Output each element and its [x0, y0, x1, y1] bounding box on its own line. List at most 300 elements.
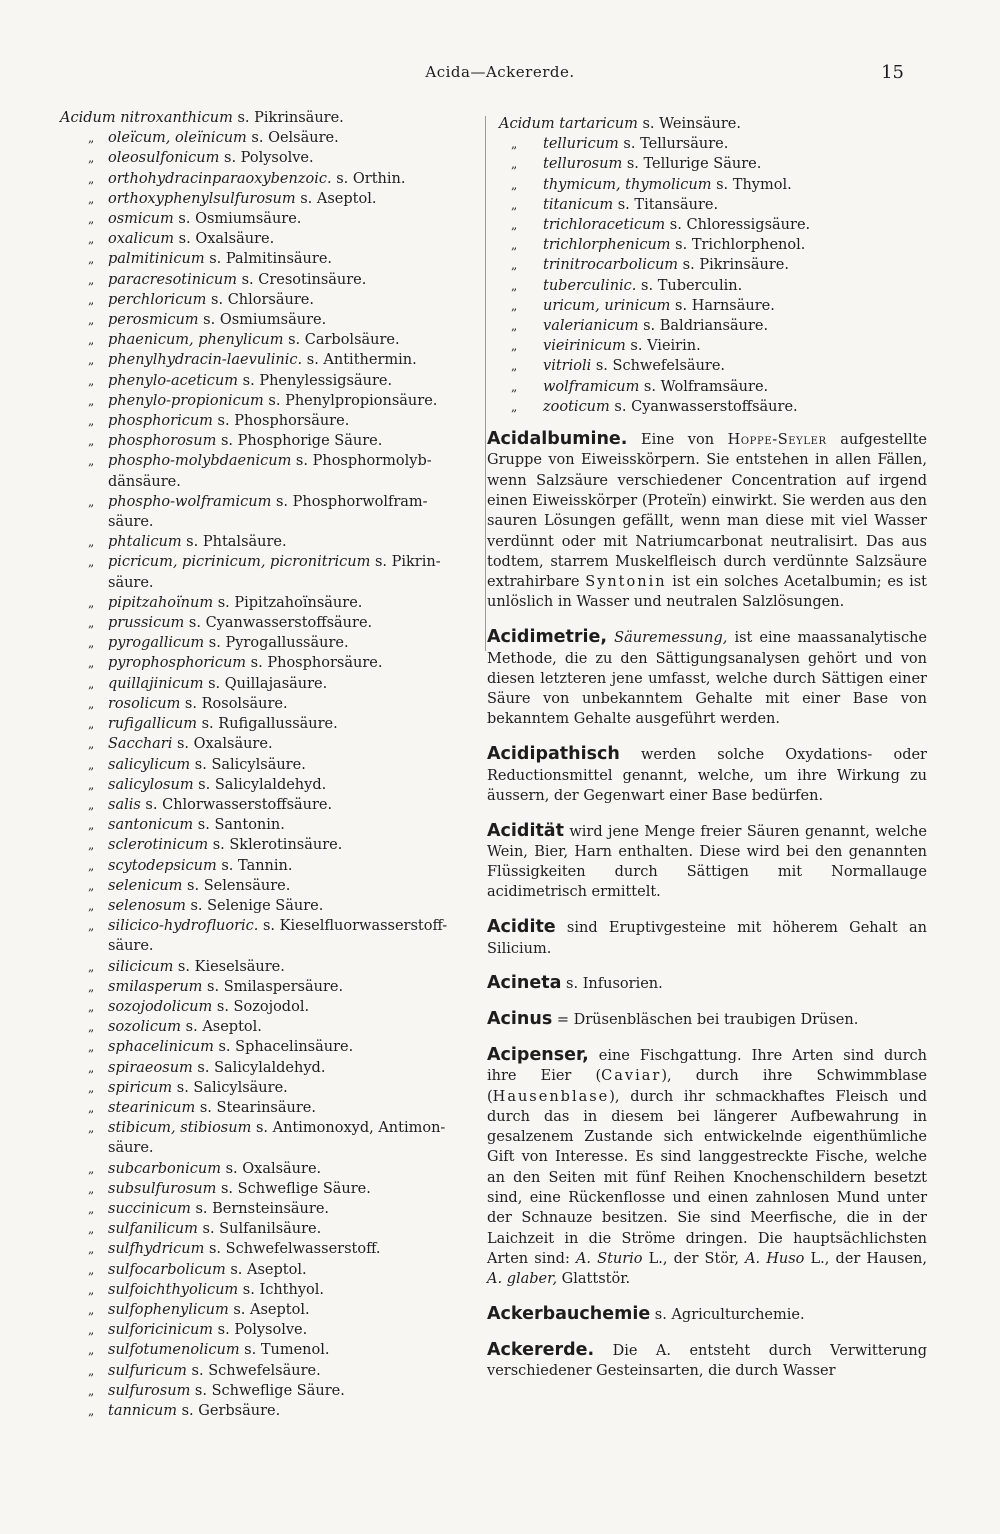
ditto-mark: „ — [511, 399, 518, 414]
entry-sep: s. — [228, 1301, 251, 1318]
list-item — [60, 1260, 490, 1280]
entry-sep: s. — [251, 1120, 273, 1137]
ditto-mark: „ — [88, 1201, 95, 1216]
entry-term: oxalicum — [108, 231, 175, 248]
entry-term: spiraeosum — [108, 1059, 193, 1076]
ditto-mark: „ — [511, 258, 518, 273]
list-item — [60, 290, 490, 310]
entry-ref: Trichlorphenol. — [691, 237, 806, 254]
entry-term: stibicum, stibiosum — [108, 1120, 252, 1137]
ditto-mark: „ — [88, 1060, 95, 1075]
entry-term: quillajinicum — [108, 675, 204, 692]
entry-term: smilasperum — [108, 978, 203, 995]
entry-ref: Titansäure. — [634, 196, 719, 213]
entry-term: oleosulfonicum — [108, 150, 220, 167]
article-acidipathisch — [487, 744, 927, 806]
entry-ref: Salicylaldehyd. — [214, 1059, 326, 1076]
entry-sep: s. — [184, 615, 206, 632]
ditto-mark: „ — [88, 959, 95, 974]
entry-term: zooticum — [543, 398, 610, 415]
entry-term: oleïcum, oleïnicum — [108, 130, 247, 147]
entry-term: sphacelinicum — [108, 1039, 214, 1056]
entry-term: scytodepsicum — [108, 857, 217, 874]
entry-ref: Kieselfluorwasserstoff- — [279, 918, 448, 935]
entry-ref: Antimonoxyd, Antimon- — [272, 1120, 446, 1137]
entry-sep: s. — [213, 1039, 236, 1056]
entry-ref: Thymol. — [732, 176, 792, 193]
list-item — [487, 134, 927, 154]
entry-ref: Phenylessigsäure. — [259, 372, 393, 389]
entry-sep: s. — [203, 675, 225, 692]
list-item — [487, 154, 927, 174]
entry-term: vitrioli — [543, 358, 592, 375]
entry-ref: Salicylsäure. — [211, 756, 306, 773]
entry-sep: s. — [246, 130, 269, 147]
list-item — [60, 229, 490, 249]
list-item — [60, 270, 490, 290]
entry-sep: s. — [185, 897, 208, 914]
entry-sep: s. — [190, 756, 212, 773]
entry-term: sulforicinicum — [108, 1322, 214, 1339]
entry-sep: s. — [206, 291, 228, 308]
entry-sep: s. — [213, 1322, 235, 1339]
entry-ref: Phosphorige Säure. — [237, 433, 383, 450]
ditto-mark: „ — [88, 858, 95, 873]
ditto-mark: „ — [88, 1343, 95, 1358]
entry-term: phtalicum — [108, 534, 182, 551]
headword: Acinus — [487, 1009, 553, 1030]
entry-ref: Weinsäure. — [659, 116, 741, 132]
article-text: ), durch ihre Schwimmblase ( — [487, 1068, 927, 1105]
entry-sep: s. — [219, 150, 241, 167]
entry-ref: Schwefelsäure. — [612, 358, 726, 375]
entry-term: sulfanilicum — [108, 1221, 198, 1238]
ditto-mark: „ — [88, 292, 95, 307]
entry-sep: s. — [239, 1342, 261, 1359]
entry-term: uricum, urinicum — [543, 297, 671, 314]
entry-ref: Selensäure. — [203, 877, 291, 894]
entry-term: sozojodolicum — [108, 998, 213, 1015]
entry-ref: Vieirin. — [647, 338, 701, 355]
entry-ref: Smilaspersäure. — [223, 978, 344, 995]
list-item — [487, 255, 927, 275]
ditto-mark: „ — [88, 999, 95, 1014]
headword: Acidalbumine. — [487, 429, 628, 450]
entry-sep: s. — [618, 136, 641, 153]
entry-ref: Osmiumsäure. — [195, 211, 302, 228]
article-acidimetrie — [487, 627, 927, 729]
entry-ref: Kieselsäure. — [194, 958, 285, 975]
entry-ref: Chlorsäure. — [227, 291, 314, 308]
list-item — [60, 1381, 490, 1401]
headword: Acidität — [487, 820, 564, 841]
list-item — [60, 714, 490, 734]
list-item — [60, 411, 490, 431]
left-column — [60, 108, 490, 1421]
ditto-mark: „ — [88, 171, 95, 186]
entry-ref: Schweflige Säure. — [211, 1382, 345, 1399]
entry-ref: Stearinsäure. — [216, 1099, 316, 1116]
running-head: Acida—Ackererde. — [425, 63, 575, 81]
entry-continuation: säure. — [108, 938, 154, 955]
list-item — [60, 755, 490, 775]
entry-sep: s. — [613, 196, 635, 213]
ditto-mark: „ — [88, 313, 95, 328]
article-acipenser — [487, 1045, 927, 1290]
entry-sep: s. — [670, 237, 692, 254]
entry-term: sulfotumenolicum — [108, 1342, 240, 1359]
entry-term: Acidum tartaricum — [499, 116, 638, 132]
entry-sep: s. — [636, 277, 658, 294]
entry-term: subcarbonicum — [108, 1160, 221, 1177]
ditto-mark: „ — [511, 218, 518, 233]
list-item — [60, 128, 490, 148]
list-item — [60, 350, 490, 370]
entry-sep: s. — [177, 1403, 199, 1419]
entry-sep: s. — [198, 312, 220, 329]
entry-term: trichlorphenicum — [543, 237, 671, 254]
entry-sep: s. — [263, 392, 286, 409]
entry-ref: Sozojodol. — [233, 998, 310, 1015]
headword: Acineta — [487, 973, 562, 994]
list-item — [60, 876, 490, 896]
ditto-mark: „ — [88, 757, 95, 772]
entry-sep: s. — [295, 190, 317, 207]
entry-sep: s. — [193, 776, 215, 793]
list-item — [60, 795, 490, 815]
entry-ref: Salicylaldehyd. — [214, 776, 327, 793]
entry-sep: s. — [204, 251, 226, 268]
entry-sep: s. — [638, 318, 660, 335]
entry-ref: Oelsäure. — [268, 130, 339, 147]
entry-sep: s. — [283, 332, 305, 349]
list-item — [487, 195, 927, 215]
entry-sep: s. — [213, 594, 235, 611]
list-item — [60, 613, 490, 633]
ditto-mark: „ — [88, 1100, 95, 1115]
article-text: Glattstör. — [557, 1271, 631, 1288]
entry-sep: s. — [591, 358, 613, 375]
entry-sep: s. — [609, 398, 632, 415]
list-item — [60, 1078, 490, 1098]
entry-sep: s. — [639, 378, 661, 395]
ditto-mark: „ — [88, 898, 95, 913]
list-item — [487, 175, 927, 195]
ditto-mark: „ — [511, 278, 518, 293]
headword: Acidimetrie, — [487, 627, 608, 648]
entry-sep: s. — [220, 1160, 243, 1177]
article-aciditaet — [487, 821, 927, 903]
entry-sep: s. — [181, 1019, 203, 1036]
list-item — [60, 451, 490, 491]
article-ackerbauchemie — [487, 1304, 927, 1325]
entry-term: phaenicum, phenylicum — [108, 332, 284, 349]
entry-ref: Schweflige Säure. — [237, 1180, 371, 1197]
species-name: A. glaber, — [487, 1271, 558, 1288]
entry-term: paracresotinicum — [108, 271, 237, 288]
entry-ref: Tannin. — [238, 857, 293, 874]
ditto-mark: „ — [511, 137, 518, 152]
list-item — [60, 1401, 490, 1421]
list-item — [60, 552, 490, 592]
entry-ref: Palmitinsäure. — [225, 251, 333, 268]
ditto-mark: „ — [88, 1302, 95, 1317]
entry-term: sulfocarbolicum — [108, 1261, 226, 1278]
list-item — [60, 431, 490, 451]
ditto-mark: „ — [511, 339, 518, 354]
ditto-mark: „ — [88, 878, 95, 893]
entry-continuation: säure. — [108, 1140, 154, 1157]
page-number: 15 — [881, 62, 904, 83]
ditto-mark: „ — [88, 1020, 95, 1035]
entry-ref: Aseptol. — [202, 1019, 262, 1036]
list-item — [60, 694, 490, 714]
entry-ref: Selenige Säure. — [207, 897, 324, 914]
entry-ref: Aseptol. — [250, 1301, 310, 1318]
entry-sep: s. — [271, 493, 293, 510]
article-acinus — [487, 1009, 927, 1030]
ditto-mark: „ — [88, 454, 95, 469]
entry-term: palmitinicum — [108, 251, 205, 268]
article-acidite — [487, 917, 927, 959]
entry-term: rosolicum — [108, 695, 181, 712]
ditto-mark: „ — [511, 319, 518, 334]
entry-term: pyrophosphoricum — [108, 655, 247, 672]
ditto-mark: „ — [88, 1040, 95, 1055]
list-item — [60, 653, 490, 673]
entry-sep: s. — [216, 1180, 238, 1197]
entry-sep: s. — [173, 211, 196, 228]
entry-ref: Polysolve. — [234, 1322, 308, 1339]
list-item — [60, 1118, 490, 1158]
entry-ref: Schwefelsäure. — [208, 1362, 321, 1379]
entry-ref: Chlorwasserstoffsäure. — [162, 796, 333, 813]
list-item — [60, 674, 490, 694]
ditto-mark: „ — [88, 1242, 95, 1257]
ditto-mark: „ — [88, 616, 95, 631]
list-item — [487, 316, 927, 336]
list-item — [60, 371, 490, 391]
list-item — [60, 775, 490, 795]
article-text: = Drüsenbläschen bei traubigen Drüsen. — [552, 1012, 859, 1029]
ditto-mark: „ — [88, 838, 95, 853]
list-item — [60, 1017, 490, 1037]
ditto-mark: „ — [511, 177, 518, 192]
list-item — [487, 397, 927, 417]
ditto-mark: „ — [88, 1404, 95, 1418]
entry-sep: s. — [195, 1099, 217, 1116]
entry-ref: Quillajasäure. — [224, 675, 328, 692]
entry-term: phospho-molybdaenicum — [108, 453, 292, 470]
entry-term: Acidum nitroxanthicum — [60, 110, 233, 126]
entry-ref: Polysolve. — [240, 150, 314, 167]
ditto-mark: „ — [88, 535, 95, 550]
entry-term: osmicum — [108, 211, 174, 228]
article-text: eine Fischgattung. Ihre Arten sind durch ihre Eier ( — [487, 1047, 927, 1085]
entry-ref: Phenylpropionsäure. — [285, 392, 438, 409]
entry-ref: Oxalsäure. — [195, 231, 275, 248]
list-item — [60, 1239, 490, 1259]
author-name: Hoppe-Seyler — [727, 432, 827, 449]
entry-term: subsulfurosum — [108, 1180, 217, 1197]
ditto-mark: „ — [511, 379, 518, 394]
list-item — [60, 1320, 490, 1340]
entry-ref: Tumenol. — [260, 1342, 330, 1359]
ditto-mark: „ — [88, 414, 95, 429]
ditto-mark: „ — [88, 333, 95, 348]
ditto-mark: „ — [511, 197, 518, 212]
entry-continuation: säure. — [108, 514, 154, 531]
list-item — [60, 835, 490, 855]
entry-term: phospho-wolframicum — [108, 493, 272, 510]
ditto-mark: „ — [88, 1161, 95, 1176]
list-item — [60, 997, 490, 1017]
entry-ref: Antithermin. — [323, 352, 417, 369]
entry-term: perosmicum — [108, 312, 199, 329]
list-item — [60, 391, 490, 411]
entry-sep: s. — [192, 1059, 215, 1076]
entry-ref: Phosphorsäure. — [234, 413, 350, 430]
entry-sep: s. — [711, 176, 733, 193]
ditto-mark: „ — [88, 1323, 95, 1338]
list-item — [60, 1361, 490, 1381]
spaced-term: Syntonin — [585, 574, 667, 591]
entry-sep: s. — [238, 1281, 260, 1298]
list-item — [60, 957, 490, 977]
list-item — [60, 1219, 490, 1239]
ditto-mark: „ — [88, 373, 95, 388]
ditto-mark: „ — [88, 353, 95, 368]
entry-ref: Carbolsäure. — [304, 332, 400, 349]
headword: Acidite — [487, 917, 556, 938]
entry-sep: s. — [197, 1221, 220, 1238]
entry-ref: Osmiumsäure. — [219, 312, 327, 329]
entry-ref: Orthin. — [352, 170, 406, 187]
article-acidalbumine — [487, 429, 927, 613]
ditto-mark: „ — [88, 979, 95, 994]
entry-term: wolframicum — [543, 378, 640, 395]
entry-ref: Salicylsäure. — [193, 1079, 288, 1096]
entry-term: perchloricum — [108, 291, 207, 308]
ditto-mark: „ — [88, 555, 95, 570]
list-item — [60, 148, 490, 168]
list-item — [60, 1340, 490, 1360]
list-item — [487, 377, 927, 397]
entry-ref: Pikrinsäure. — [254, 110, 344, 126]
entry-sep: s. — [190, 1382, 212, 1399]
list-item — [60, 310, 490, 330]
entry-sep: s. — [670, 297, 692, 314]
ditto-mark: „ — [88, 191, 95, 206]
entry-term: phosphoricum — [108, 413, 213, 430]
entry-sep: s. — [172, 1079, 194, 1096]
entry-sep: s. — [204, 1241, 226, 1258]
ditto-mark: „ — [88, 656, 95, 671]
list-item — [60, 856, 490, 876]
ditto-mark: „ — [88, 272, 95, 287]
entry-term: sulfoichthyolicum — [108, 1281, 239, 1298]
ditto-mark: „ — [88, 1383, 95, 1398]
spaced-term: Caviar — [601, 1068, 662, 1085]
entry-term: silicico-hydrofluoric. — [108, 918, 259, 935]
entry-sep: s. — [180, 695, 202, 712]
list-item — [60, 815, 490, 835]
entry-term: salis — [108, 796, 141, 813]
list-item — [60, 1300, 490, 1320]
entry-term: stearinicum — [108, 1099, 196, 1116]
entry-term: phosphorosum — [108, 433, 217, 450]
entry-term: telluricum — [543, 136, 619, 153]
entry-sep: s. — [370, 554, 392, 571]
list-item — [60, 1058, 490, 1078]
entry-term: orthoxyphenylsulfurosum — [108, 190, 296, 207]
list-item — [60, 249, 490, 269]
article-text: wird jene Menge freier Säuren genannt, welche Wein, Bier, Harn enthalten. Diese wird bei den genannten Flüssigkeiten durch Sättigen mit Normallauge acidimetrisch ermittelt. — [487, 823, 927, 901]
ditto-mark: „ — [88, 252, 95, 267]
entry-term: selenosum — [108, 897, 186, 914]
entry-sep: s. — [238, 372, 260, 389]
list-item — [487, 296, 927, 316]
ditto-mark: „ — [88, 1222, 95, 1237]
entry-term: sulfophenylicum — [108, 1301, 229, 1318]
entry-sep: s. — [212, 413, 235, 430]
entry-ref: Ichthyol. — [259, 1281, 324, 1298]
headword: Ackerbauchemie — [487, 1304, 651, 1325]
article-text: ), durch ihr schmackhaftes Fleisch und durch das in diesem bei längerer Aufbewahrung in gesalzenem Zustande sich entwickelnde eigenthümliche Gift von Interesse. Es sind langgestreckte Fische, welche an den Seiten mit fünf Reihen Knochenschildern besetzt sind, eine Rückenflosse und einen zahnlosen Mund unter der Schnauze besitzen. Sie sind Meerfische, die in der Laichzeit in die Ströme dringen. Die hauptsächlichsten Arten sind: — [487, 1088, 927, 1267]
list-item — [487, 215, 927, 235]
entry-sep: s. — [140, 796, 163, 813]
article-text: sind Eruptivgesteine mit höherem Gehalt an Silicium. — [487, 920, 927, 957]
entry-sep: s. — [204, 635, 226, 652]
entry-term: tellurosum — [543, 156, 623, 173]
entry-ref: Sklerotinsäure. — [229, 837, 343, 854]
ditto-mark: „ — [88, 676, 95, 691]
list-item — [60, 108, 490, 128]
entry-term: thymicum, thymolicum — [543, 176, 712, 193]
list-item — [60, 1179, 490, 1199]
list-item — [60, 896, 490, 916]
ditto-mark: „ — [88, 797, 95, 812]
entry-ref: Oxalsäure. — [242, 1160, 322, 1177]
entry-sep: s. — [225, 1261, 247, 1278]
entry-sep: s. — [181, 534, 203, 551]
entry-term: rufigallicum — [108, 716, 197, 733]
list-item — [487, 356, 927, 376]
entry-ref: Phosphormolyb- — [312, 453, 432, 470]
article-text: aufgestellte Gruppe von Eiweisskörpern. Sie entstehen in allen Fällen, wenn Salzsäure verschiedener Concentration auf irgend einen Eiweisskörper (Proteïn) einwirkt. Sie werden aus den sauren Lösungen gefällt, wenn man diese mit viel Wasser verdünnt oder mit Natriumcarbonat neutralisirt. Das aus todtem, starrem Muskelfleisch durch verdünnte Salzsäure extrahirbare — [487, 432, 927, 591]
list-item — [60, 1098, 490, 1118]
headword: Acidipathisch — [487, 744, 620, 765]
entry-sep: s. — [173, 958, 195, 975]
ditto-mark: „ — [511, 298, 518, 313]
entry-term: silicicum — [108, 958, 174, 975]
list-item — [60, 209, 490, 229]
article-text: L., der Stör, — [642, 1250, 746, 1267]
entry-continuation: dänsäure. — [108, 473, 181, 490]
entry-ref: Aseptol. — [247, 1261, 307, 1278]
entry-term: succinicum — [108, 1200, 191, 1217]
entry-term: santonicum — [108, 817, 194, 834]
entry-ref: Chloressigsäure. — [686, 217, 811, 234]
entry-sep: s. — [193, 817, 215, 834]
entry-sep: s. — [291, 453, 313, 470]
entry-term: orthohydracinparaoxybenzoic. — [108, 170, 332, 187]
entry-ref: Tuberculin. — [657, 277, 743, 294]
entry-term: salicylosum — [108, 776, 194, 793]
ditto-mark: „ — [88, 595, 95, 610]
article-ackererde — [487, 1340, 927, 1382]
ditto-mark: „ — [88, 151, 95, 166]
